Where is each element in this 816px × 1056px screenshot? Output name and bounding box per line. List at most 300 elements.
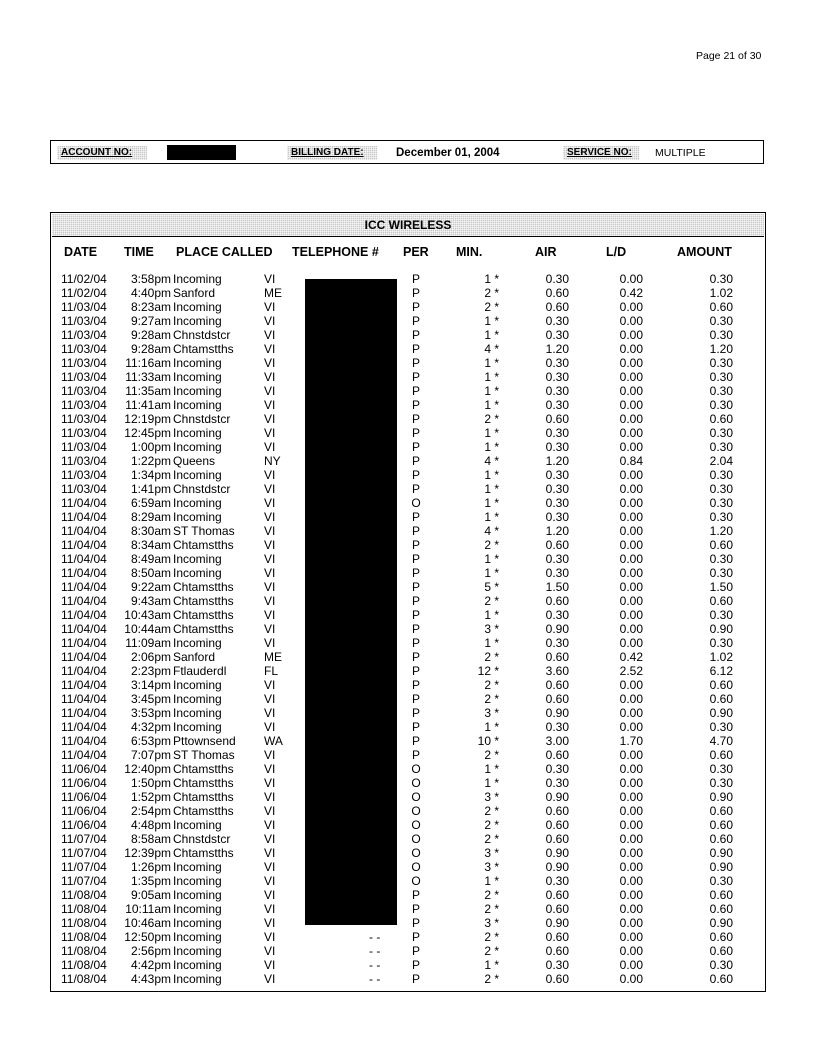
minutes: 2 * <box>484 902 499 916</box>
long-distance-charge: 0.00 <box>619 440 643 454</box>
amount: 0.30 <box>709 720 733 734</box>
place-called: Incoming <box>173 496 222 510</box>
air-charge: 0.60 <box>545 902 569 916</box>
call-time: 10:43am <box>124 608 171 622</box>
period: O <box>411 818 421 832</box>
air-charge: 0.30 <box>545 510 569 524</box>
long-distance-charge: 0.00 <box>619 272 643 286</box>
long-distance-charge: 0.00 <box>619 916 643 930</box>
minutes: 1 * <box>484 482 499 496</box>
amount: 0.60 <box>709 300 733 314</box>
table-row <box>51 454 765 468</box>
long-distance-charge: 0.00 <box>619 622 643 636</box>
air-charge: 0.60 <box>545 832 569 846</box>
call-date: 11/06/04 <box>61 776 107 790</box>
table-row <box>51 552 765 566</box>
period: P <box>411 930 420 944</box>
period: O <box>411 804 421 818</box>
place-called: Chtamstths <box>173 608 234 622</box>
call-time: 8:49am <box>130 552 171 566</box>
call-date: 11/04/04 <box>61 706 107 720</box>
call-date: 11/03/04 <box>61 468 107 482</box>
header-date: DATE <box>64 245 98 259</box>
place-called: Chtamstths <box>173 580 234 594</box>
minutes: 1 * <box>484 328 499 342</box>
long-distance-charge: 0.00 <box>619 594 643 608</box>
state: VI <box>264 482 276 496</box>
long-distance-charge: 0.00 <box>619 832 643 846</box>
long-distance-charge: 2.52 <box>619 664 643 678</box>
state: VI <box>264 594 276 608</box>
state: VI <box>264 930 276 944</box>
call-time: 9:43am <box>130 594 171 608</box>
long-distance-charge: 0.00 <box>619 804 643 818</box>
period: P <box>411 482 420 496</box>
state: VI <box>264 748 276 762</box>
call-time: 8:29am <box>130 510 171 524</box>
call-time: 11:33am <box>125 370 171 384</box>
period: P <box>411 342 420 356</box>
state: VI <box>264 874 276 888</box>
telephone-number: - - <box>369 958 381 972</box>
minutes: 1 * <box>484 384 499 398</box>
call-date: 11/04/04 <box>61 748 107 762</box>
amount: 0.30 <box>709 384 733 398</box>
call-time: 9:22am <box>130 580 171 594</box>
long-distance-charge: 0.00 <box>619 482 643 496</box>
long-distance-charge: 0.00 <box>619 538 643 552</box>
long-distance-charge: 0.00 <box>619 958 643 972</box>
table-row <box>51 832 765 846</box>
call-date: 11/03/04 <box>61 398 107 412</box>
place-called: Sanford <box>173 286 216 300</box>
long-distance-charge: 0.00 <box>619 720 643 734</box>
long-distance-charge: 0.00 <box>619 356 643 370</box>
amount: 0.30 <box>709 874 733 888</box>
amount: 1.20 <box>709 342 733 356</box>
call-time: 11:09am <box>125 636 171 650</box>
air-charge: 3.60 <box>545 664 569 678</box>
long-distance-charge: 0.00 <box>619 692 643 706</box>
long-distance-charge: 0.00 <box>619 566 643 580</box>
air-charge: 0.30 <box>545 608 569 622</box>
call-time: 1:35pm <box>130 874 171 888</box>
amount: 0.30 <box>709 440 733 454</box>
period: P <box>411 272 420 286</box>
place-called: Incoming <box>173 370 222 384</box>
place-called: Chtamstths <box>173 846 234 860</box>
place-called: Incoming <box>173 818 222 832</box>
call-date: 11/03/04 <box>61 370 107 384</box>
minutes: 2 * <box>484 650 499 664</box>
call-date: 11/08/04 <box>61 916 107 930</box>
place-called: Incoming <box>173 552 222 566</box>
state: FL <box>264 664 279 678</box>
place-called: Incoming <box>173 510 222 524</box>
air-charge: 1.20 <box>545 454 569 468</box>
call-date: 11/04/04 <box>61 510 107 524</box>
minutes: 4 * <box>484 454 499 468</box>
state: VI <box>264 356 276 370</box>
telephone-redaction <box>305 279 397 925</box>
service-number-value: MULTIPLE <box>655 147 706 159</box>
call-time: 7:07pm <box>130 748 171 762</box>
call-time: 1:41pm <box>130 482 171 496</box>
amount: 1.02 <box>709 286 733 300</box>
call-date: 11/07/04 <box>61 860 107 874</box>
period: P <box>411 580 420 594</box>
air-charge: 0.60 <box>545 888 569 902</box>
minutes: 1 * <box>484 776 499 790</box>
state: VI <box>264 720 276 734</box>
air-charge: 1.20 <box>545 524 569 538</box>
air-charge: 0.90 <box>545 790 569 804</box>
place-called: Chnstdstcr <box>173 482 231 496</box>
air-charge: 0.90 <box>545 706 569 720</box>
amount: 0.30 <box>709 482 733 496</box>
amount: 0.90 <box>709 706 733 720</box>
air-charge: 0.30 <box>545 384 569 398</box>
amount: 0.60 <box>709 902 733 916</box>
minutes: 1 * <box>484 440 499 454</box>
call-time: 3:53pm <box>130 706 171 720</box>
amount: 0.30 <box>709 762 733 776</box>
place-called: Chtamstths <box>173 594 234 608</box>
place-called: Incoming <box>173 692 222 706</box>
minutes: 1 * <box>484 426 499 440</box>
state: VI <box>264 622 276 636</box>
amount: 0.30 <box>709 426 733 440</box>
header-ld: L/D <box>606 245 627 259</box>
amount: 0.60 <box>709 748 733 762</box>
header-telephone: TELEPHONE # <box>292 245 379 259</box>
long-distance-charge: 0.00 <box>619 496 643 510</box>
table-row <box>51 678 765 692</box>
amount: 0.60 <box>709 804 733 818</box>
header-air: AIR <box>535 245 557 259</box>
amount: 4.70 <box>709 734 733 748</box>
place-called: Chtamstths <box>173 622 234 636</box>
period: P <box>411 734 420 748</box>
call-date: 11/07/04 <box>61 832 107 846</box>
period: O <box>411 874 421 888</box>
long-distance-charge: 0.00 <box>619 384 643 398</box>
long-distance-charge: 0.00 <box>619 426 643 440</box>
amount: 0.90 <box>709 860 733 874</box>
long-distance-charge: 0.00 <box>619 398 643 412</box>
call-date: 11/04/04 <box>61 580 107 594</box>
amount: 0.30 <box>709 314 733 328</box>
page-number: Page 21 of 30 <box>696 50 762 62</box>
air-charge: 0.60 <box>545 930 569 944</box>
call-time: 4:48pm <box>130 818 171 832</box>
minutes: 1 * <box>484 608 499 622</box>
long-distance-charge: 0.00 <box>619 860 643 874</box>
minutes: 2 * <box>484 300 499 314</box>
long-distance-charge: 0.00 <box>619 552 643 566</box>
place-called: Chnstdstcr <box>173 832 231 846</box>
state: VI <box>264 524 276 538</box>
call-date: 11/04/04 <box>61 678 107 692</box>
table-row <box>51 468 765 482</box>
amount: 1.20 <box>709 524 733 538</box>
air-charge: 0.30 <box>545 720 569 734</box>
call-time: 3:58pm <box>130 272 171 286</box>
air-charge: 0.30 <box>545 552 569 566</box>
call-time: 4:32pm <box>130 720 171 734</box>
minutes: 3 * <box>484 622 499 636</box>
air-charge: 0.60 <box>545 412 569 426</box>
minutes: 3 * <box>484 846 499 860</box>
amount: 0.90 <box>709 846 733 860</box>
minutes: 1 * <box>484 552 499 566</box>
call-time: 12:45pm <box>124 426 171 440</box>
state: VI <box>264 972 276 986</box>
amount: 0.90 <box>709 622 733 636</box>
amount: 2.04 <box>709 454 733 468</box>
call-date: 11/04/04 <box>61 594 107 608</box>
air-charge: 0.60 <box>545 972 569 986</box>
call-time: 11:16am <box>125 356 171 370</box>
state: VI <box>264 958 276 972</box>
table-row <box>51 538 765 552</box>
period: P <box>411 552 420 566</box>
air-charge: 0.30 <box>545 566 569 580</box>
state: NY <box>264 454 281 468</box>
table-row <box>51 314 765 328</box>
amount: 0.30 <box>709 398 733 412</box>
long-distance-charge: 0.00 <box>619 706 643 720</box>
table-row <box>51 272 765 286</box>
call-date: 11/06/04 <box>61 804 107 818</box>
period: O <box>411 846 421 860</box>
air-charge: 0.60 <box>545 748 569 762</box>
state: VI <box>264 692 276 706</box>
minutes: 3 * <box>484 916 499 930</box>
air-charge: 0.60 <box>545 818 569 832</box>
amount: 0.30 <box>709 510 733 524</box>
call-time: 12:39pm <box>124 846 171 860</box>
state: VI <box>264 314 276 328</box>
state: VI <box>264 538 276 552</box>
call-time: 8:23am <box>130 300 171 314</box>
place-called: Queens <box>173 454 216 468</box>
minutes: 1 * <box>484 398 499 412</box>
table-row <box>51 426 765 440</box>
table-row <box>51 496 765 510</box>
state: VI <box>264 832 276 846</box>
call-date: 11/03/04 <box>61 356 107 370</box>
place-called: Incoming <box>173 398 222 412</box>
minutes: 2 * <box>484 832 499 846</box>
call-date: 11/06/04 <box>61 790 107 804</box>
long-distance-charge: 0.00 <box>619 608 643 622</box>
amount: 0.30 <box>709 958 733 972</box>
call-time: 2:06pm <box>130 650 171 664</box>
air-charge: 0.90 <box>545 846 569 860</box>
call-date: 11/04/04 <box>61 538 107 552</box>
call-time: 9:27am <box>130 314 171 328</box>
long-distance-charge: 0.00 <box>619 846 643 860</box>
header-place-called: PLACE CALLED <box>176 245 273 259</box>
minutes: 5 * <box>484 580 499 594</box>
period: P <box>411 356 420 370</box>
air-charge: 0.60 <box>545 286 569 300</box>
call-date: 11/04/04 <box>61 552 107 566</box>
minutes: 1 * <box>484 356 499 370</box>
state: VI <box>264 902 276 916</box>
minutes: 1 * <box>484 496 499 510</box>
call-time: 10:46am <box>124 916 171 930</box>
table-row <box>51 482 765 496</box>
minutes: 2 * <box>484 538 499 552</box>
amount: 0.60 <box>709 412 733 426</box>
call-time: 9:28am <box>130 328 171 342</box>
table-row <box>51 846 765 860</box>
place-called: Chtamstths <box>173 790 234 804</box>
long-distance-charge: 0.00 <box>619 930 643 944</box>
place-called: Incoming <box>173 426 222 440</box>
minutes: 4 * <box>484 342 499 356</box>
table-row <box>51 748 765 762</box>
amount: 1.50 <box>709 580 733 594</box>
place-called: Incoming <box>173 566 222 580</box>
telephone-number: - - <box>369 944 381 958</box>
amount: 0.60 <box>709 972 733 986</box>
period: P <box>411 370 420 384</box>
period: P <box>411 692 420 706</box>
call-date: 11/03/04 <box>61 426 107 440</box>
period: P <box>411 328 420 342</box>
amount: 0.60 <box>709 888 733 902</box>
long-distance-charge: 0.42 <box>619 286 643 300</box>
state: VI <box>264 566 276 580</box>
minutes: 1 * <box>484 958 499 972</box>
state: VI <box>264 790 276 804</box>
air-charge: 0.30 <box>545 440 569 454</box>
period: P <box>411 608 420 622</box>
air-charge: 0.30 <box>545 398 569 412</box>
minutes: 2 * <box>484 804 499 818</box>
long-distance-charge: 0.00 <box>619 818 643 832</box>
long-distance-charge: 0.00 <box>619 342 643 356</box>
long-distance-charge: 0.00 <box>619 762 643 776</box>
table-row <box>51 860 765 874</box>
period: P <box>411 720 420 734</box>
period: O <box>411 762 421 776</box>
period: P <box>411 524 420 538</box>
amount: 0.90 <box>709 790 733 804</box>
call-time: 4:40pm <box>130 286 171 300</box>
air-charge: 0.30 <box>545 314 569 328</box>
long-distance-charge: 0.00 <box>619 314 643 328</box>
air-charge: 0.90 <box>545 860 569 874</box>
place-called: Incoming <box>173 678 222 692</box>
call-date: 11/03/04 <box>61 314 107 328</box>
state: VI <box>264 342 276 356</box>
table-row <box>51 874 765 888</box>
place-called: Incoming <box>173 300 222 314</box>
amount: 0.60 <box>709 818 733 832</box>
table-row <box>51 902 765 916</box>
table-row <box>51 650 765 664</box>
table-row <box>51 664 765 678</box>
state: VI <box>264 608 276 622</box>
table-row <box>51 566 765 580</box>
place-called: Chtamstths <box>173 776 234 790</box>
call-date: 11/04/04 <box>61 650 107 664</box>
air-charge: 0.60 <box>545 692 569 706</box>
table-row <box>51 384 765 398</box>
state: VI <box>264 776 276 790</box>
state: VI <box>264 804 276 818</box>
table-row <box>51 692 765 706</box>
state: VI <box>264 440 276 454</box>
header-amount: AMOUNT <box>677 245 732 259</box>
table-row <box>51 510 765 524</box>
place-called: Incoming <box>173 916 222 930</box>
state: ME <box>264 650 282 664</box>
place-called: Incoming <box>173 468 222 482</box>
telephone-number: - - <box>369 972 381 986</box>
call-date: 11/08/04 <box>61 888 107 902</box>
state: VI <box>264 888 276 902</box>
call-date: 11/04/04 <box>61 734 107 748</box>
air-charge: 0.30 <box>545 328 569 342</box>
call-date: 11/04/04 <box>61 692 107 706</box>
call-rows <box>51 272 765 986</box>
call-date: 11/03/04 <box>61 328 107 342</box>
place-called: Incoming <box>173 356 222 370</box>
amount: 0.30 <box>709 356 733 370</box>
table-row <box>51 622 765 636</box>
table-row <box>51 412 765 426</box>
call-date: 11/06/04 <box>61 818 107 832</box>
call-date: 11/07/04 <box>61 874 107 888</box>
amount: 0.60 <box>709 930 733 944</box>
account-number-label: ACCOUNT NO: <box>57 146 147 160</box>
long-distance-charge: 0.00 <box>619 412 643 426</box>
service-number-label: SERVICE NO: <box>563 146 639 160</box>
call-date: 11/08/04 <box>61 958 107 972</box>
state: VI <box>264 818 276 832</box>
call-time: 8:30am <box>130 524 171 538</box>
call-date: 11/04/04 <box>61 622 107 636</box>
state: VI <box>264 944 276 958</box>
period: O <box>411 832 421 846</box>
state: VI <box>264 328 276 342</box>
period: P <box>411 510 420 524</box>
place-called: Chtamstths <box>173 538 234 552</box>
place-called: Incoming <box>173 720 222 734</box>
call-time: 6:53pm <box>130 734 171 748</box>
period: P <box>411 594 420 608</box>
air-charge: 0.30 <box>545 776 569 790</box>
table-row <box>51 790 765 804</box>
minutes: 1 * <box>484 468 499 482</box>
state: VI <box>264 370 276 384</box>
period: P <box>411 944 420 958</box>
state: VI <box>264 468 276 482</box>
call-time: 1:00pm <box>130 440 171 454</box>
table-row <box>51 398 765 412</box>
period: P <box>411 622 420 636</box>
call-time: 9:28am <box>130 342 171 356</box>
call-date: 11/04/04 <box>61 566 107 580</box>
minutes: 3 * <box>484 790 499 804</box>
place-called: Incoming <box>173 888 222 902</box>
call-date: 11/03/04 <box>61 482 107 496</box>
